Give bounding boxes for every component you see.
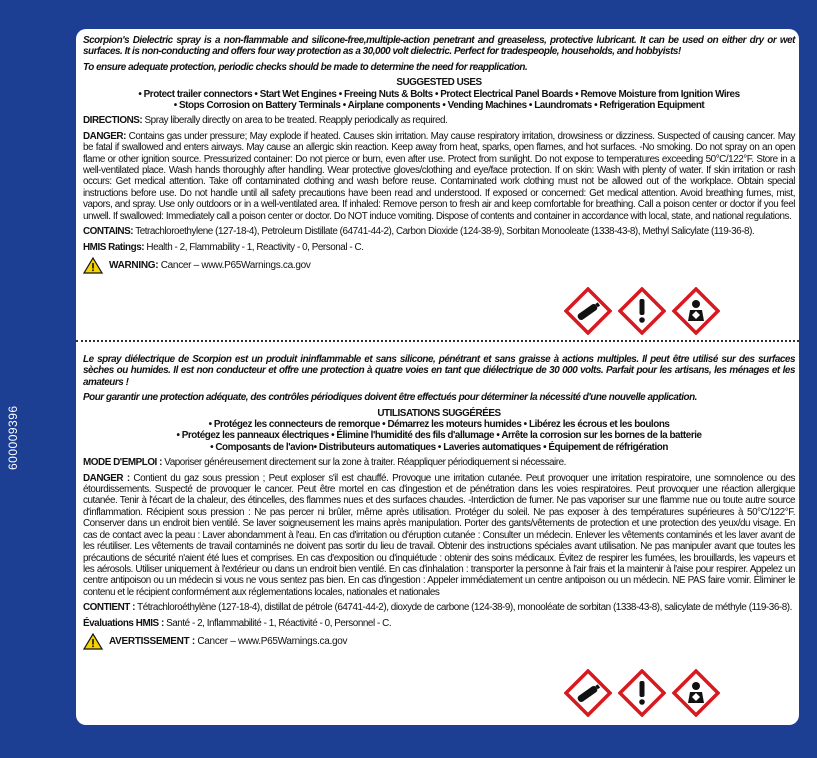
french-uses-line-2: • Protégez les panneaux électriques • Élimine l'humidité des fils d'allumage • Arrête la corrosion sur les bornes de la batterie bbox=[176, 430, 702, 442]
english-hmis bbox=[83, 242, 795, 253]
english-hmis-text: Health - 2, Flammability - 1, Reactivity - 0, Personal - C. bbox=[146, 241, 364, 253]
english-intro: Scorpion's Dielectric spray is a non-flammable and silicone-free,multiple-action penetrant and greaseless, protective lubricant. It can be used on either dry or wet surfaces. It is non-conducting and offers four way protection as a 30,000 volt dielectric. Perfect for tradespeople, households, and hobbyists! bbox=[83, 35, 795, 58]
french-warning-label: AVERTISSEMENT : bbox=[109, 635, 195, 647]
french-danger bbox=[83, 473, 795, 598]
english-contains-text: Tetrachloroethylene (127-18-4), Petroleum Distillate (64741-44-2), Carbon Dioxide (124-38-9), Sorbitan Monooleate (1338-43-8), Methyl Salicylate (119-36-8). bbox=[135, 226, 755, 238]
english-danger-text: Contains gas under pressure; May explode if heated. Causes skin irritation. May cause respiratory irritation, drowsiness or dizziness. Suspected of causing cancer. May be fatal if swallowed and enters airways. May cause an allergic skin reaction. Keep away from heat, sparks, open flames, and hot surfaces. -No smoking. Do not spray on an open flame or other ignition source. Pressurized container: Do not pierce or burn, even after use. Protect from sunlight. Do not expose to temperatures exceeding 50°C/122°F. Store in a well-ventilated place. Wash hands thoroughly after handling. Wear protective gloves/clothing and eye/face protection. If on skin: Wash with plenty of water. If skin irritation or rash occurs: Get medical attention. Take off contaminated clothing and wash before reuse. Contaminated work clothing must not be allowed out of the workplace. Obtain special instructions before use. Do not handle until all safety precautions have been read and understood. If exposed or concerned: Get medical attention. Avoid breathing fumes, mist, vapors, and spray. Use only outdoors or in a well-ventilated area. If inhaled: Remove person to fresh air and keep comfortable for breathing. Call a poison center or doctor if you feel unwell. If swallowed: Immediately call a poison center or doctor. Do NOT induce vomiting. Dispose of contents and container in accordance with local, state, and national regulations. bbox=[83, 130, 795, 222]
english-contains-label: CONTAINS: bbox=[83, 226, 134, 238]
english-uses-line-2: • Stops Corrosion on Battery Terminals • Airplane components • Vending Machines • Laundromats • Refrigeration Equipment bbox=[173, 100, 705, 112]
french-uses-line-3: • Composants de l'avion• Distributeurs automatiques • Laveries automatiques • Équipement de réfrigération bbox=[210, 441, 668, 453]
french-uses-line-1: • Protégez les connecteurs de remorque • Démarrez les moteurs humides • Libérez les écrous et les boulons bbox=[208, 419, 670, 431]
french-intro-2: Pour garantir une protection adéquate, des contrôles périodiques doivent être effectués pour déterminer la nécessité d'une nouvelle application. bbox=[83, 392, 697, 404]
english-intro-2: To ensure adequate protection, periodic checks should be made to determine the need for reapplication. bbox=[83, 61, 528, 73]
english-section bbox=[83, 35, 795, 274]
english-danger-label: DANGER: bbox=[83, 130, 126, 142]
french-contains-label: CONTIENT : bbox=[83, 602, 136, 614]
french-section bbox=[83, 354, 795, 650]
french-hmis bbox=[83, 618, 795, 629]
french-danger-label: DANGER : bbox=[83, 472, 130, 484]
english-uses-title: SUGGESTED USES bbox=[396, 77, 482, 89]
english-danger bbox=[83, 131, 795, 222]
french-pictograms bbox=[564, 669, 720, 717]
french-directions bbox=[83, 457, 795, 468]
english-directions bbox=[83, 115, 795, 126]
label-panel bbox=[76, 29, 799, 725]
french-hmis-text: Santé - 2, Inflammabilité - 1, Réactivité - 0, Personnel - C. bbox=[166, 617, 392, 629]
side-code: 600009396 bbox=[6, 405, 20, 470]
french-directions-label: MODE D'EMPLOI : bbox=[83, 457, 162, 469]
english-hmis-label: HMIS Ratings: bbox=[83, 241, 145, 253]
french-hmis-label: Évaluations HMIS : bbox=[83, 617, 164, 629]
gas-cylinder-icon bbox=[564, 669, 612, 717]
warning-triangle-icon bbox=[83, 633, 103, 650]
english-uses-line-1: • Protect trailer connectors • Start Wet Engines • Freeing Nuts & Bolts • Protect Electrical Panel Boards • Remove Moisture from Ignition Wires bbox=[138, 88, 740, 100]
english-contains bbox=[83, 226, 795, 237]
english-directions-text: Spray liberally directly on area to be treated. Reapply periodically as required. bbox=[144, 115, 448, 127]
exclamation-icon bbox=[618, 287, 666, 335]
french-warning-text: Cancer – www.P65Warnings.ca.gov bbox=[197, 635, 348, 647]
french-contains-text: Tétrachloroéthylène (127-18-4), distillat de pétrole (64741-44-2), dioxyde de carbone (124-38-9), monooléate de sorbitan (1338-43-8), salicylate de méthyle (119-36-8). bbox=[137, 602, 792, 614]
french-directions-text: Vaporiser généreusement directement sur la zone à traiter. Réappliquer périodiquement si nécessaire. bbox=[164, 457, 566, 469]
english-warning-label: WARNING: bbox=[109, 259, 159, 271]
french-contains bbox=[83, 602, 795, 613]
english-pictograms bbox=[564, 287, 720, 335]
section-divider bbox=[76, 340, 799, 342]
french-danger-text: Contient du gaz sous pression ; Peut exploser s'il est chauffé. Provoque une irritation cutanée. Peut provoquer une irritation respiratoire, une somnolence ou des étourdissements. Suspecté de provoquer le cancer. Peut être mortel en cas d'ingestion et de pénétration dans les voies respiratoires. Peut provoquer une réaction allergique cutanée. Tenir à l'écart de la chaleur, des étincelles, des flammes nues et des surfaces chaudes. -Interdiction de fumer. Ne pas vaporiser sur une flamme nue ou toute autre source d'inflammation. Récipient sous pression : Ne pas percer ni brûler, même après utilisation. Protéger du soleil. Ne pas exposer à des températures supérieures à 50°C/122°F. Conserver dans un endroit bien ventilé. Se laver soigneusement les mains après manipulation. Porter des gants/vêtements de protection et une protection des yeux/du visage. En cas de contact avec la peau : Laver abondamment à l'eau. En cas d'irritation ou d'éruption cutanée : Consulter un médecin. Enlever les vêtements contaminés et les laver avant de les réutiliser. Les vêtements de travail contaminés ne doivent pas sortir du lieu de travail. Obtenir des instructions spéciales avant utilisation. Ne pas manipuler avant que toutes les précautions de sécurité n'aient été lues et comprises. En cas d'exposition ou d'inquiétude : obtenir des soins médicaux. Évitez de respirer les fumées, les brouillards, les vapeurs et les aérosols. Utiliser uniquement à l'extérieur ou dans un endroit bien ventilé. En cas d'inhalation : transporter la personne à l'air frais et la maintenir à l'aise pour respirer. Appelez un centre antipoison ou un médecin si vous ne vous sentez pas bien. En cas d'ingestion : Appeler immédiatement un centre antipoison ou un médecin. NE PAS faire vomir. Éliminer le contenu et le récipient conformément aux réglementations locales, nationales et nationales bbox=[83, 472, 795, 598]
french-uses-title: UTILISATIONS SUGGÉRÉES bbox=[377, 407, 501, 419]
french-warning bbox=[83, 633, 795, 650]
english-warning-text: Cancer – www.P65Warnings.ca.gov bbox=[160, 259, 311, 271]
health-hazard-icon bbox=[672, 287, 720, 335]
english-directions-label: DIRECTIONS: bbox=[83, 115, 143, 127]
french-intro: Le spray diélectrique de Scorpion est un produit ininflammable et sans silicone, pénétrant et sans graisse à actions multiples. Il peut être utilisé sur des surfaces sèches ou humides. Il est non conducteur et offre une protection à quatre voies en tant que diélectrique de 30 000 volts. Parfait pour les artisans, les ménages et les amateurs ! bbox=[83, 354, 795, 388]
health-hazard-icon bbox=[672, 669, 720, 717]
exclamation-icon bbox=[618, 669, 666, 717]
warning-triangle-icon bbox=[83, 257, 103, 274]
english-warning bbox=[83, 257, 795, 274]
gas-cylinder-icon bbox=[564, 287, 612, 335]
